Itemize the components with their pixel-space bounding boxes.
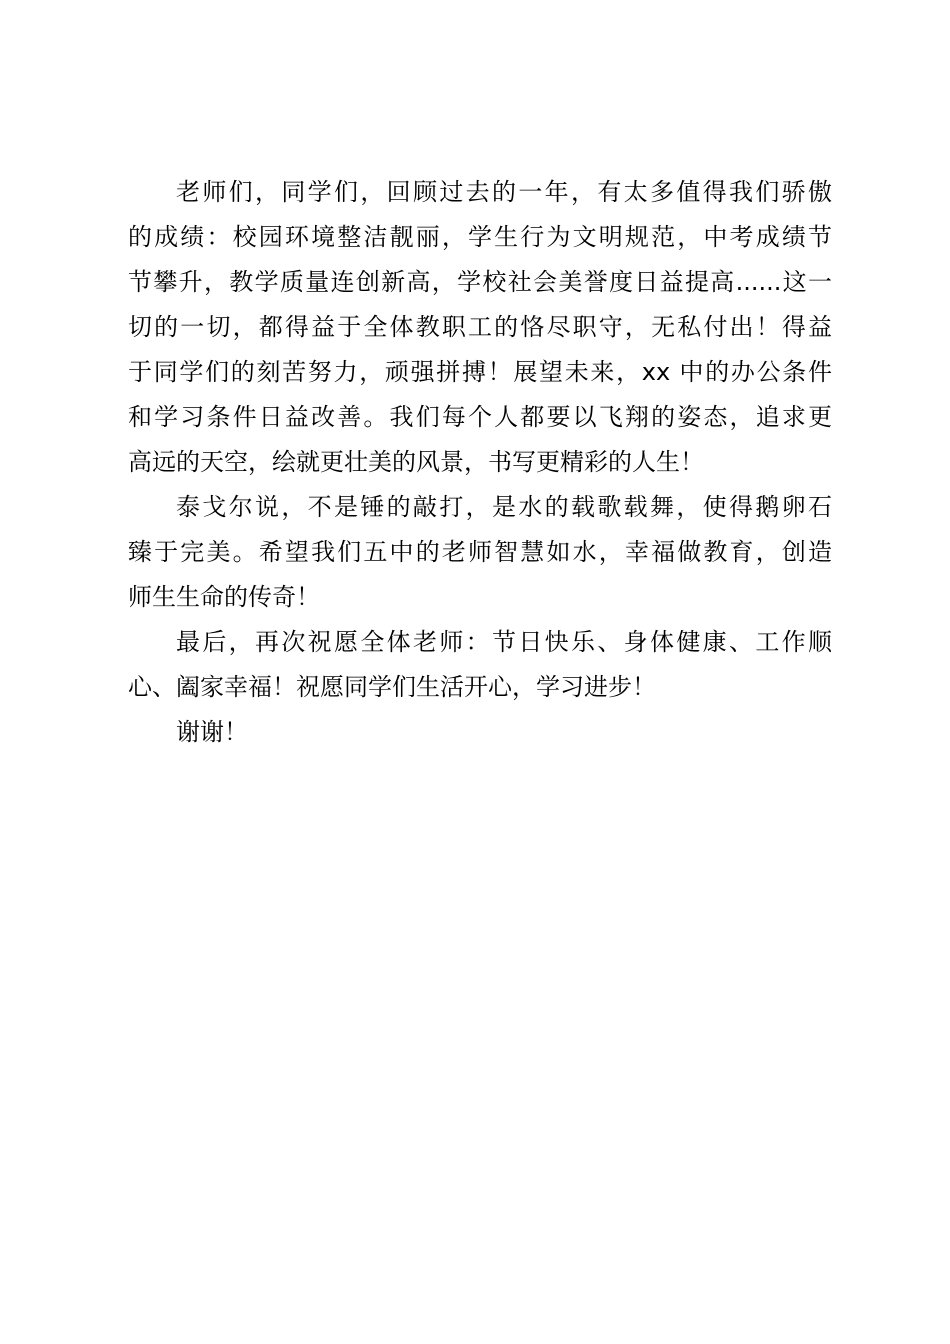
text-line: 切的一切，都得益于全体教职工的恪尽职守，无私付出！得益 bbox=[128, 313, 832, 341]
paragraph-wishes bbox=[128, 620, 832, 710]
text-line: 的成绩：校园环境整洁靓丽，学生行为文明规范，中考成绩节 bbox=[128, 223, 832, 251]
text-line: 高远的天空，绘就更壮美的风景，书写更精彩的人生！ bbox=[128, 448, 704, 476]
text-line: 节攀升，教学质量连创新高，学校社会美誉度日益提高......这一 bbox=[128, 268, 832, 296]
text-line: 谢谢！ bbox=[176, 718, 248, 746]
paragraph-tagore bbox=[128, 485, 832, 620]
text-line: 师生生命的传奇！ bbox=[128, 583, 320, 611]
paragraph-review bbox=[128, 170, 832, 485]
text-line: 和学习条件日益改善。我们每个人都要以飞翔的姿态，追求更 bbox=[128, 403, 832, 431]
text-line: 于同学们的刻苦努力，顽强拼搏！展望未来，xx 中的办公条件 bbox=[128, 358, 832, 386]
text-line: 臻于完美。希望我们五中的老师智慧如水，幸福做教育，创造 bbox=[128, 538, 832, 566]
text-line: 泰戈尔说，不是锤的敲打，是水的载歌载舞，使得鹅卵石 bbox=[176, 493, 832, 521]
paragraph-thanks bbox=[128, 710, 832, 755]
document-body bbox=[128, 170, 832, 755]
text-line: 老师们，同学们，回顾过去的一年，有太多值得我们骄傲 bbox=[176, 178, 832, 206]
text-line: 最后，再次祝愿全体老师：节日快乐、身体健康、工作顺 bbox=[176, 628, 832, 656]
text-line: 心、阖家幸福！祝愿同学们生活开心，学习进步！ bbox=[128, 673, 656, 701]
